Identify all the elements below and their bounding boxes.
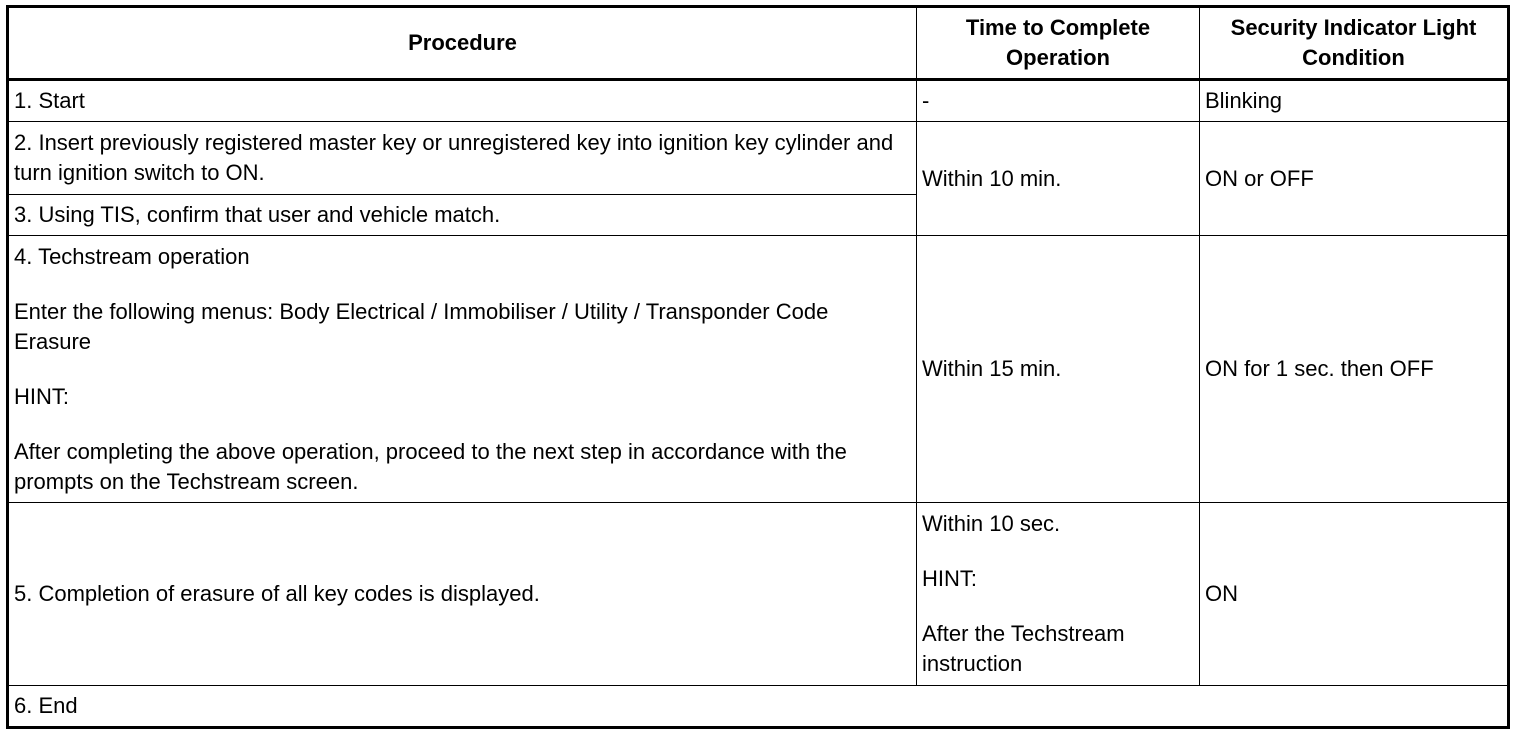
step-1-light: Blinking <box>1200 80 1509 122</box>
step-5-light: ON <box>1200 503 1509 686</box>
step-1-time: - <box>917 80 1200 122</box>
header-time-to-complete: Time to Complete Operation <box>917 7 1200 80</box>
step-5-hint-text: After the Techstream instruction <box>922 621 1125 676</box>
step-1-procedure: 1. Start <box>8 80 917 122</box>
table-row <box>8 686 1509 728</box>
step-4-hint-label: HINT: <box>14 383 69 409</box>
step-5-procedure: 5. Completion of erasure of all key codes is displayed. <box>8 503 917 686</box>
step-2-3-time: Within 10 min. <box>917 122 1200 236</box>
step-4-procedure <box>8 236 917 503</box>
step-3-procedure: 3. Using TIS, confirm that user and vehicle match. <box>8 195 917 236</box>
header-indicator-light: Security Indicator Light Condition <box>1200 7 1509 80</box>
table-row <box>8 503 1509 686</box>
step-4-light: ON for 1 sec. then OFF <box>1200 236 1509 503</box>
header-procedure: Procedure <box>8 7 917 80</box>
header-row <box>8 7 1509 80</box>
step-4-time: Within 15 min. <box>917 236 1200 503</box>
table-row <box>8 80 1509 122</box>
step-5-time <box>917 503 1200 686</box>
procedure-table <box>6 5 1510 729</box>
step-6-procedure: 6. End <box>8 686 1509 728</box>
step-5-hint-label: HINT: <box>922 566 977 591</box>
step-4-title: 4. Techstream operation <box>14 243 250 269</box>
table-row <box>8 122 1509 195</box>
table-row <box>8 236 1509 503</box>
step-2-3-light: ON or OFF <box>1200 122 1509 236</box>
step-2-procedure: 2. Insert previously registered master key or unregistered key into ignition key cylinder and turn ignition switch to ON. <box>8 122 917 195</box>
step-4-menus: Enter the following menus: Body Electrical / Immobiliser / Utility / Transponder Code Erasure <box>14 298 829 354</box>
step-5-time-value: Within 10 sec. <box>922 511 1061 536</box>
step-4-hint-text: After completing the above operation, proceed to the next step in accordance with the prompts on the Techstream screen. <box>14 438 847 494</box>
